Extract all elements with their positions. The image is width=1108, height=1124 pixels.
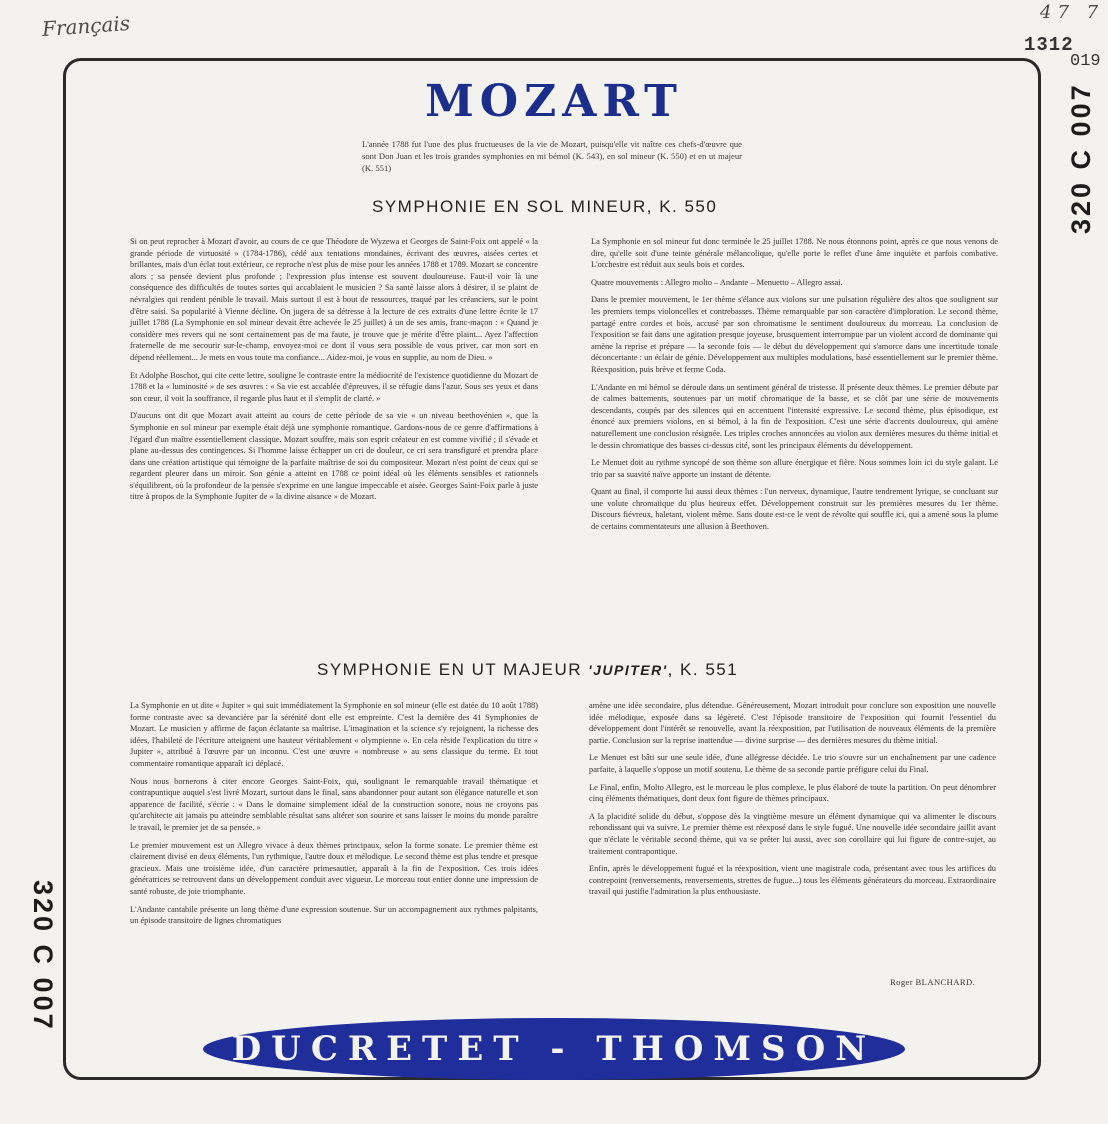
paragraph: Enfin, après le développement fugué et la réexposition, vient une magistrale coda, présentant avec tous les artifices du contrepoint (renversements, renversements, strettes de fugue...) tous les éléments générateurs du morceau. Extraordinaire travail qui justifie l'admiration la plus enthousiaste. (589, 864, 996, 897)
section1-right-column (591, 236, 998, 539)
handwritten-code-note: 47 7 (1040, 2, 1105, 23)
paragraph: Le Final, enfin, Molto Allegro, est le morceau le plus complexe, le plus élaboré de toute la partition. On peut dénombrer cinq éléments thématiques, dont deux font figure de thèmes principaux. (589, 782, 996, 804)
paragraph: A la placidité solide du début, s'oppose dès la vingtième mesure un élément dynamique qui va alimenter le discours rebondissant qui va suivre. Le premier thème est réexposé dans le style fugué. Une nouvelle idée secondaire jaillit avant que n'éclate le véritable second thème, qui va se prêter lui aussi, avec son corollaire qui lui figure de contre-sujet, au traitement contrapontique. (589, 811, 996, 856)
page-title: MOZART (425, 76, 683, 127)
catalog-number: 1312 (1024, 34, 1074, 56)
spine-label-left (24, 880, 68, 1060)
paragraph: Et Adolphe Boschot, qui cite cette lettre, souligne le contraste entre la médiocrité de l'existence quotidienne du Mozart de 1788 et la « luminosité » de ses œuvres : « Sa vie est accablée d'épreuves, il se réfugie dans l'azur. Sous ses yeux et dans son cœur, il voit la souffrance, il regarde plus haut et il s'emplit de clarté. » (130, 370, 538, 403)
section-heading-jupiter (317, 660, 738, 680)
paragraph: L'Andante cantabile présente un long thème d'une expression soutenue. Sur un accompagnement aux rythmes palpitants, un épisode transitoire de lignes chromatiques (130, 904, 538, 926)
paragraph: Dans le premier mouvement, le 1er thème s'élance aux violons sur une pulsation régulière des altos que soulignent sur les premiers temps violoncelles et contrebasses. Thème remarquable par son caractère d'imploration. Le second thème, partagé entre cordes et bois, accusé par son chromatisme le sentiment douloureux du morceau. La conclusion de l'exposition se fait dans une agitation presque joyeuse, brusquement interrompue par un violent accord de dominante qui amène la reprise et prépare — la seconde fois — le début du développement qui s'amorce dans une incertitude tonale déconcertante : un éclair de génie. Développement aux multiples modulations, basé essentiellement sur le premier thème. Réexposition, puis brève et ferme Coda. (591, 295, 998, 374)
paragraph: Le Menuet doit au rythme syncopé de son thème son allure énergique et fière. Nous sommes loin ici du style galant. Le trio par sa suavité naïve apporte un instant de détente. (591, 458, 998, 479)
paragraph: L'Andante en mi bémol se déroule dans un sentiment général de tristesse. Il présente deux thèmes. Le premier débute par de calmes battements, soutenues par un motif chromatique de la basse, et se clôt par une série de mouvements descendants, coupés par des silences qui en accentuent l'intensité expressive. Le second thème, plus épisodique, est énoncé aux premiers violons, en si bémol, à la fin de l'exposition. C'est une série d'accents douloureux, qui amène naturellement une conclusion résignée. Les triples croches annoncées au violon aux dernières mesures du thème initial et le dessin chromatique des basses ci-dessus cité, sont les principaux éléments du développement. (591, 382, 998, 450)
author-signature: Roger BLANCHARD. (890, 977, 976, 987)
brand-logo-banner (203, 1018, 905, 1080)
spine-text-right: 320 C 007 (1066, 82, 1096, 234)
paragraph: La Symphonie en ut dite « Jupiter » qui suit immédiatement la Symphonie en sol mineur (elle est datée du 10 août 1788) forme contraste avec sa devancière par la sérénité dont elle est empreinte. C'est la dernière des 41 Symphonies de Mozart. Le musicien y affirme de façon éclatante sa maîtrise. L'imagination et la science s'y rejoignent, la richesse des idées, l'habileté de l'écriture atteignent une hauteur véritablement « olympienne ». En cela réside l'explication du titre « Jupiter », attribué à l'œuvre par un inconnu. C'est une œuvre « nombreuse » au sens classique du terme. Et tout commentaire romantique apparaît ici déplacé. (130, 701, 538, 768)
paragraph: Si on peut reprocher à Mozart d'avoir, au cours de ce que Théodore de Wyzewa et Georges de Saint-Foix ont appelé « la grande période de virtuosité » (1784-1786), cédé aux tentations mondaines, écrivant des œuvres, aisées certes et brillantes, mais d'un éclat tout extérieur, ce reproche n'est plus de mise pour les années 1788 et 1789. Mozart se concentre alors ; sa pensée devient plus profonde ; l'expression plus intense est souvent douloureuse. Faut-il voir là une conséquence des difficultés de toutes sortes qui accablaient le musicien ? Sa santé laisse alors à désirer, il se plaint de névralgies qui rendent pénible le travail. Mais surtout il est à bout de ressources, traqué par les créanciers, sur le point d'être saisi. Sa popularité à Vienne décline. On jugera de sa détresse à la lecture de ces extraits d'une lettre écrite le 17 juillet 1788 (La Symphonie en sol mineur devait être achevée le 25 juillet) à un de ses amis, franc-maçon : « Quand je considère mes revers qui ne sont certainement pas de ma faute, je trouve que je mérite d'être plaint... Ayez l'affection fraternelle de me secourir sur-le-champ, envoyez-moi ce dont il vous sera possible de vous priver, car mon sort en dépend réellement... Je mets en vous toute ma confiance... Aidez-moi, je vous en supplie, au nom de Dieu. » (130, 237, 538, 362)
paragraph: amène une idée secondaire, plus détendue. Généreusement, Mozart introduit pour conclure son exposition une nouvelle idée mélodique, exposée dans sa légèreté. C'est l'épisode transitoire de l'exposition qui fournit l'essentiel du développement dont l'intérêt se renouvelle, avant la réexposition, par l'utilisation de nouveaux éléments de la première partie. Conclusion sur la reprise inattendue — divine surprise — des dernières mesures du thème initial. (589, 701, 996, 745)
paragraph: D'aucuns ont dit que Mozart avait atteint au cours de cette période de sa vie « un niveau beethovénien », que la Symphonie en sol mineur par exemple était déjà une symphonie romantique. Gardons-nous de ce genre d'affirmations à l'égard d'un maître essentiellement classique. Mozart souffre, mais son esprit créateur en est comme vivifié ; il s'évade et plane au-dessus des contingences. Si l'homme laisse échapper un cri de douleur, ce cri sera transfiguré et prendra place dans une création artistique qui témoigne de la parfaite maîtrise de soi du compositeur. Mozart n'est point de ceux qui se regardent pleurer dans un miroir. Son génie a atteint en 1788 ce point idéal où les éléments sensibles et rationnels s'équilibrent, où la profondeur de la pensée s'exprime en une langue impeccable et aisée. Georges Saint-Foix parle à juste titre à propos de la Symphonie Jupiter de « la divine aisance » de Mozart. (130, 411, 538, 502)
handwritten-language-note: Français (41, 10, 131, 42)
section1-left-column (130, 236, 538, 509)
heading-quote: 'JUPITER' (588, 662, 668, 678)
heading-part: SYMPHONIE EN UT MAJEUR (317, 660, 583, 679)
brand-name: DUCRETET - THOMSON (231, 1029, 877, 1069)
catalog-suffix: 019 (1070, 52, 1101, 71)
section-heading-sol-mineur: SYMPHONIE EN SOL MINEUR, K. 550 (372, 197, 718, 216)
paragraph: La Symphonie en sol mineur fut donc terminée le 25 juillet 1788. Ne nous étonnons point, après ce que nous venons de dire, qu'elle soit d'une teinte générale mélancolique, qu'elle porte le reflet d'une âme inquiète et parfois combative. L'orchestre est réduit aux seuls bois et cordes. (591, 237, 998, 270)
intro-paragraph: L'année 1788 fut l'une des plus fructueuses de la vie de Mozart, puisqu'elle vit naître ces chefs-d'œuvre que sont Don Juan et les trois grandes symphonies en mi bémol (K. 543), en sol mineur (K. 550) et en ut majeur (K. 551) (362, 139, 742, 173)
paragraph: Quant au final, il comporte lui aussi deux thèmes : l'un nerveux, dynamique, l'autre tendrement lyrique, se concluant sur une volute chromatique du plus heureux effet. Développement construit sur les premières mesures du 1er thème. Discours fiévreux, haletant, violent même. Sans doute est-ce le vent de révolte qui souffle ici, qui a amené sous la plume de certains commentateurs une allusion à Beethoven. (591, 487, 998, 532)
paragraph: Le premier mouvement est un Allegro vivace à deux thèmes principaux, selon la forme sonate. Le premier thème est clairement divisé en deux éléments, l'un rythmique, l'autre doux et mélodique. Le second thème est plus tendre et presque gracieux. Mais une troisième idée, d'un caractère primesautier, apparaît à la fin de l'exposition. Ces trois idées génératrices se retrouvent dans un développement conduit avec vigueur. Le morceau tout entier donne une impression de santé robuste, de joie triomphante. (130, 840, 538, 896)
paragraph: Nous nous bornerons à citer encore Georges Saint-Foix, qui, soulignant le remarquable travail thématique et contrapuntique auquel s'est livré Mozart, surtout dans le final, sans abandonner pour autant son élégance naturelle et son apparence de facilité, s'écrie : « Dans le domaine simplement idéal de la construction sonore, nous ne croyons pas qu'architecte ait jamais pu atteindre semblable résultat sans altérer son sourire et sans laisser le moins du monde paraître le travail, le premier jet de sa pensée. » (130, 776, 538, 832)
spine-text-left: 320 C 007 (28, 880, 58, 1032)
paragraph: Quatre mouvements : Allegro molto – Andante – Menuetto – Allegro assai. (591, 277, 843, 287)
section2-right-column (589, 700, 996, 904)
paragraph: Le Menuet est bâti sur une seule idée, d'une allégresse décidée. Le trio s'ouvre sur un enchaînement par une cadence parfaite, à laquelle s'oppose un motif soutenu. Le thème de sa seconde partie préfigure celui du Final. (589, 753, 996, 774)
heading-part: , K. 551 (667, 660, 739, 679)
section2-left-column (130, 700, 538, 933)
